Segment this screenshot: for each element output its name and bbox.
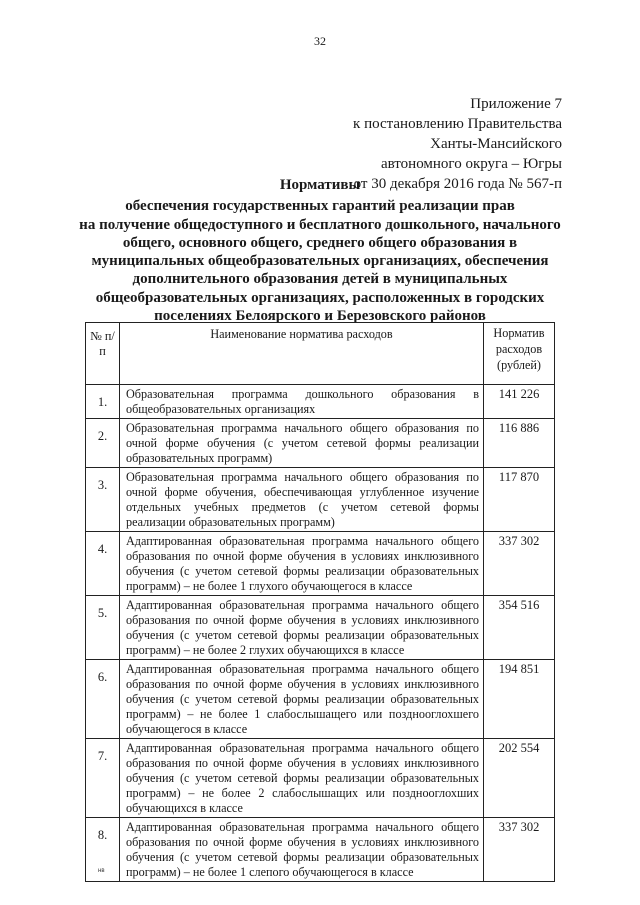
appendix-line: Ханты-Мансийского <box>430 136 562 152</box>
table-row <box>86 419 555 468</box>
table-header-row <box>86 323 555 385</box>
row-amount: 141 226 <box>484 385 555 419</box>
document-title <box>70 176 570 325</box>
header-name: Наименование норматива расходов <box>120 323 484 385</box>
row-name: Адаптированная образовательная программа начального общего образования по очной форме обучения в условиях инклюзивного обучения (с учетом сетевой формы реализации образовательных программ) – не более 1 глухого обучающегося в классе <box>120 532 484 596</box>
row-number: 4. <box>86 532 120 596</box>
row-number: 3. <box>86 468 120 532</box>
title-line: муниципальных общеобразовательных организациях, обеспечения <box>91 253 549 270</box>
footer-mark: нв <box>98 868 105 874</box>
row-name: Адаптированная образовательная программа начального общего образования по очной форме обучения в условиях инклюзивного обучения (с учетом сетевой формы реализации образовательных программ) – не более 1 слабослышащего или позднооглохшего обучающегося в классе <box>120 660 484 739</box>
row-amount: 337 302 <box>484 818 555 882</box>
title-heading: Нормативы <box>279 177 361 193</box>
table-row <box>86 596 555 660</box>
row-name: Образовательная программа начального общего образования по очной форме обучения, обеспечивающая углубленное изучение отдельных учебных предметов (с учетом сетевой формы реализации образовательных программ) <box>120 468 484 532</box>
row-amount: 354 516 <box>484 596 555 660</box>
title-line: общего, основного общего, среднего общего образования в <box>122 234 518 251</box>
row-number: 6. <box>86 660 120 739</box>
appendix-line: от 30 декабря 2016 года № 567-п <box>353 176 562 192</box>
row-name: Образовательная программа начального общего образования по очной форме обучения (с учетом сетевой формы реализации образовательных программ) <box>120 419 484 468</box>
row-amount: 337 302 <box>484 532 555 596</box>
table-row <box>86 385 555 419</box>
title-line: общеобразовательных организациях, расположенных в городских <box>95 289 545 306</box>
title-line: поселениях Белоярского и Березовского районов <box>154 308 486 325</box>
table-row <box>86 739 555 818</box>
appendix-line: автономного округа – Югры <box>380 156 562 172</box>
table-row <box>86 660 555 739</box>
appendix-line: Приложение 7 <box>470 96 562 112</box>
table-row <box>86 532 555 596</box>
row-number: 8. <box>86 818 120 882</box>
norms-table <box>85 322 555 882</box>
row-amount: 117 870 <box>484 468 555 532</box>
row-amount: 194 851 <box>484 660 555 739</box>
title-line: дополнительного образования детей в муниципальных <box>132 271 508 288</box>
title-line: на получение общедоступного и бесплатного дошкольного, начального <box>79 216 561 233</box>
row-amount: 116 886 <box>484 419 555 468</box>
row-number: 5. <box>86 596 120 660</box>
header-number: № п/п <box>86 323 120 385</box>
row-name: Образовательная программа дошкольного образования в общеобразовательных организациях <box>120 385 484 419</box>
row-amount: 202 554 <box>484 739 555 818</box>
table-row <box>86 468 555 532</box>
row-number: 1. <box>86 385 120 419</box>
header-amount: Норматив расходов (рублей) <box>484 323 555 385</box>
appendix-line: к постановлению Правительства <box>353 116 562 132</box>
table-row <box>86 818 555 882</box>
row-name: Адаптированная образовательная программа начального общего образования по очной форме обучения в условиях инклюзивного обучения (с учетом сетевой формы реализации образовательных программ) – не более 1 слепого обучающегося в классе <box>120 818 484 882</box>
row-name: Адаптированная образовательная программа начального общего образования по очной форме обучения в условиях инклюзивного обучения (с учетом сетевой формы реализации образовательных программ) – не более 2 глухих обучающихся в классе <box>120 596 484 660</box>
page-number: 32 <box>314 34 326 48</box>
row-name: Адаптированная образовательная программа начального общего образования по очной форме обучения в условиях инклюзивного обучения (с учетом сетевой формы реализации образовательных программ) – не более 2 слабослышащих или позднооглохших обучающихся в классе <box>120 739 484 818</box>
row-number: 7. <box>86 739 120 818</box>
row-number: 2. <box>86 419 120 468</box>
title-line: обеспечения государственных гарантий реализации прав <box>125 198 515 215</box>
